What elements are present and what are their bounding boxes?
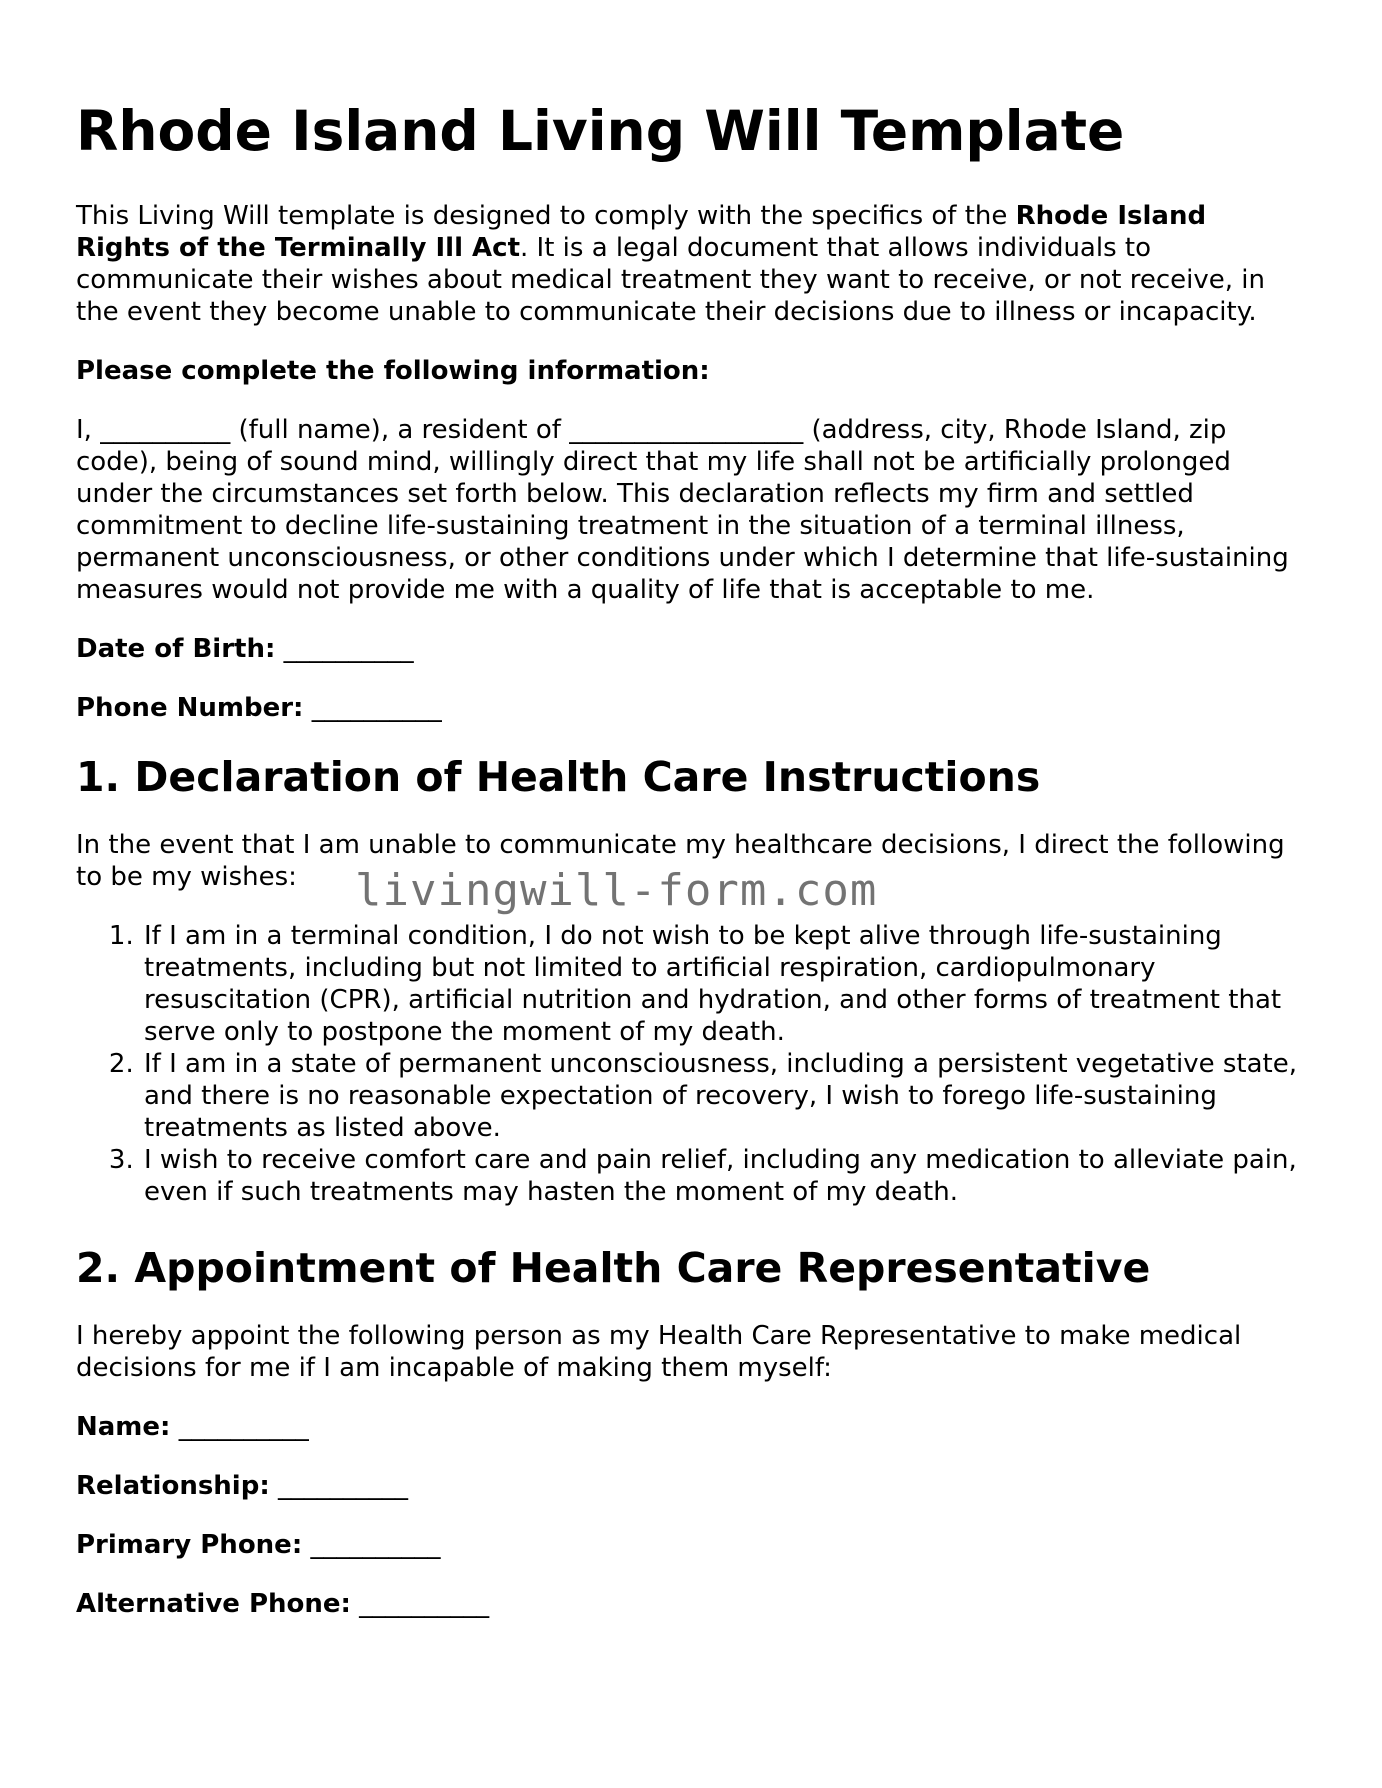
declaration-paragraph: I, __________ (full name), a resident of __________________ (address, city, Rhode Island, zip code), being of sound mind, willingly direct that my life shall not be artificially prolonged under the circumstances set forth below. This declaration reflects my firm and settled commitment to decline life-sustaining treatment in the situation of a terminal illness, permanent unconsciousness, or other conditions under which I determine that life-sustaining measures would not provide me with a quality of life that is acceptable to me. xyxy=(76,415,1289,605)
intro-act-name: Rhode Island Rights of the Terminally Ill Act xyxy=(76,201,1207,263)
intro-after: . It is a legal document that allows individuals to communicate their wishes about medical treatment they want to receive, or not receive, in the event they become unable to communicate their decisions due to illness or incapacity. xyxy=(76,233,1265,327)
representative-name-label: Name: xyxy=(76,1412,171,1442)
section2-heading: 2. Appointment of Health Care Representative xyxy=(76,1244,1151,1292)
phone-number-label: Phone Number: xyxy=(76,693,304,723)
alternative-phone-field xyxy=(76,1588,1306,1620)
section1-heading: 1. Declaration of Health Care Instructions xyxy=(76,753,1041,801)
section2-intro: I hereby appoint the following person as my Health Care Representative to make medical decisions for me if I am incapable of making them myself: xyxy=(76,1321,1242,1383)
representative-name-blank: __________ xyxy=(170,1412,309,1442)
page-title: Rhode Island Living Will Template xyxy=(76,99,1125,163)
phone-number-field xyxy=(76,692,1306,724)
watermark: livingwill-form.com xyxy=(355,865,878,916)
relationship-blank: __________ xyxy=(269,1471,408,1501)
primary-phone-label: Primary Phone: xyxy=(76,1530,303,1560)
complete-prompt-text: Please complete the following information: xyxy=(76,356,710,386)
complete-prompt xyxy=(76,355,1306,387)
intro-paragraph xyxy=(76,200,1306,328)
list-item: 3. I wish to receive comfort care and pain relief, including any medication to alleviate pain, even if such treatments may hasten the moment of my death. xyxy=(142,1144,1306,1208)
date-of-birth-label: Date of Birth: xyxy=(76,634,276,664)
relationship-label: Relationship: xyxy=(76,1471,270,1501)
date-of-birth-blank: __________ xyxy=(275,634,414,664)
alternative-phone-label: Alternative Phone: xyxy=(76,1589,351,1619)
primary-phone-blank: __________ xyxy=(302,1530,441,1560)
list-item: 1. If I am in a terminal condition, I do not wish to be kept alive through life-sustaining treatments, including but not limited to artificial respiration, cardiopulmonary resuscitation (CPR), artificial nutrition and hydration, and other forms of treatment that serve only to postpone the moment of my death. xyxy=(142,920,1306,1048)
list-item: 2. If I am in a state of permanent unconsciousness, including a persistent vegetative state, and there is no reasonable expectation of recovery, I wish to forego life-sustaining treatments as listed above. xyxy=(142,1048,1306,1144)
alternative-phone-blank: __________ xyxy=(350,1589,490,1619)
phone-number-blank: __________ xyxy=(303,693,442,723)
intro-before: This Living Will template is designed to comply with the specifics of the xyxy=(76,201,1016,231)
instructions-list xyxy=(76,920,1306,1208)
representative-name-field xyxy=(76,1411,1306,1443)
date-of-birth-field xyxy=(76,633,1306,665)
relationship-field xyxy=(76,1470,1306,1502)
document-page xyxy=(76,96,1306,1647)
section1-intro: In the event that I am unable to communicate my healthcare decisions, I direct the following to be my wishes: xyxy=(76,830,1285,892)
primary-phone-field xyxy=(76,1529,1306,1561)
